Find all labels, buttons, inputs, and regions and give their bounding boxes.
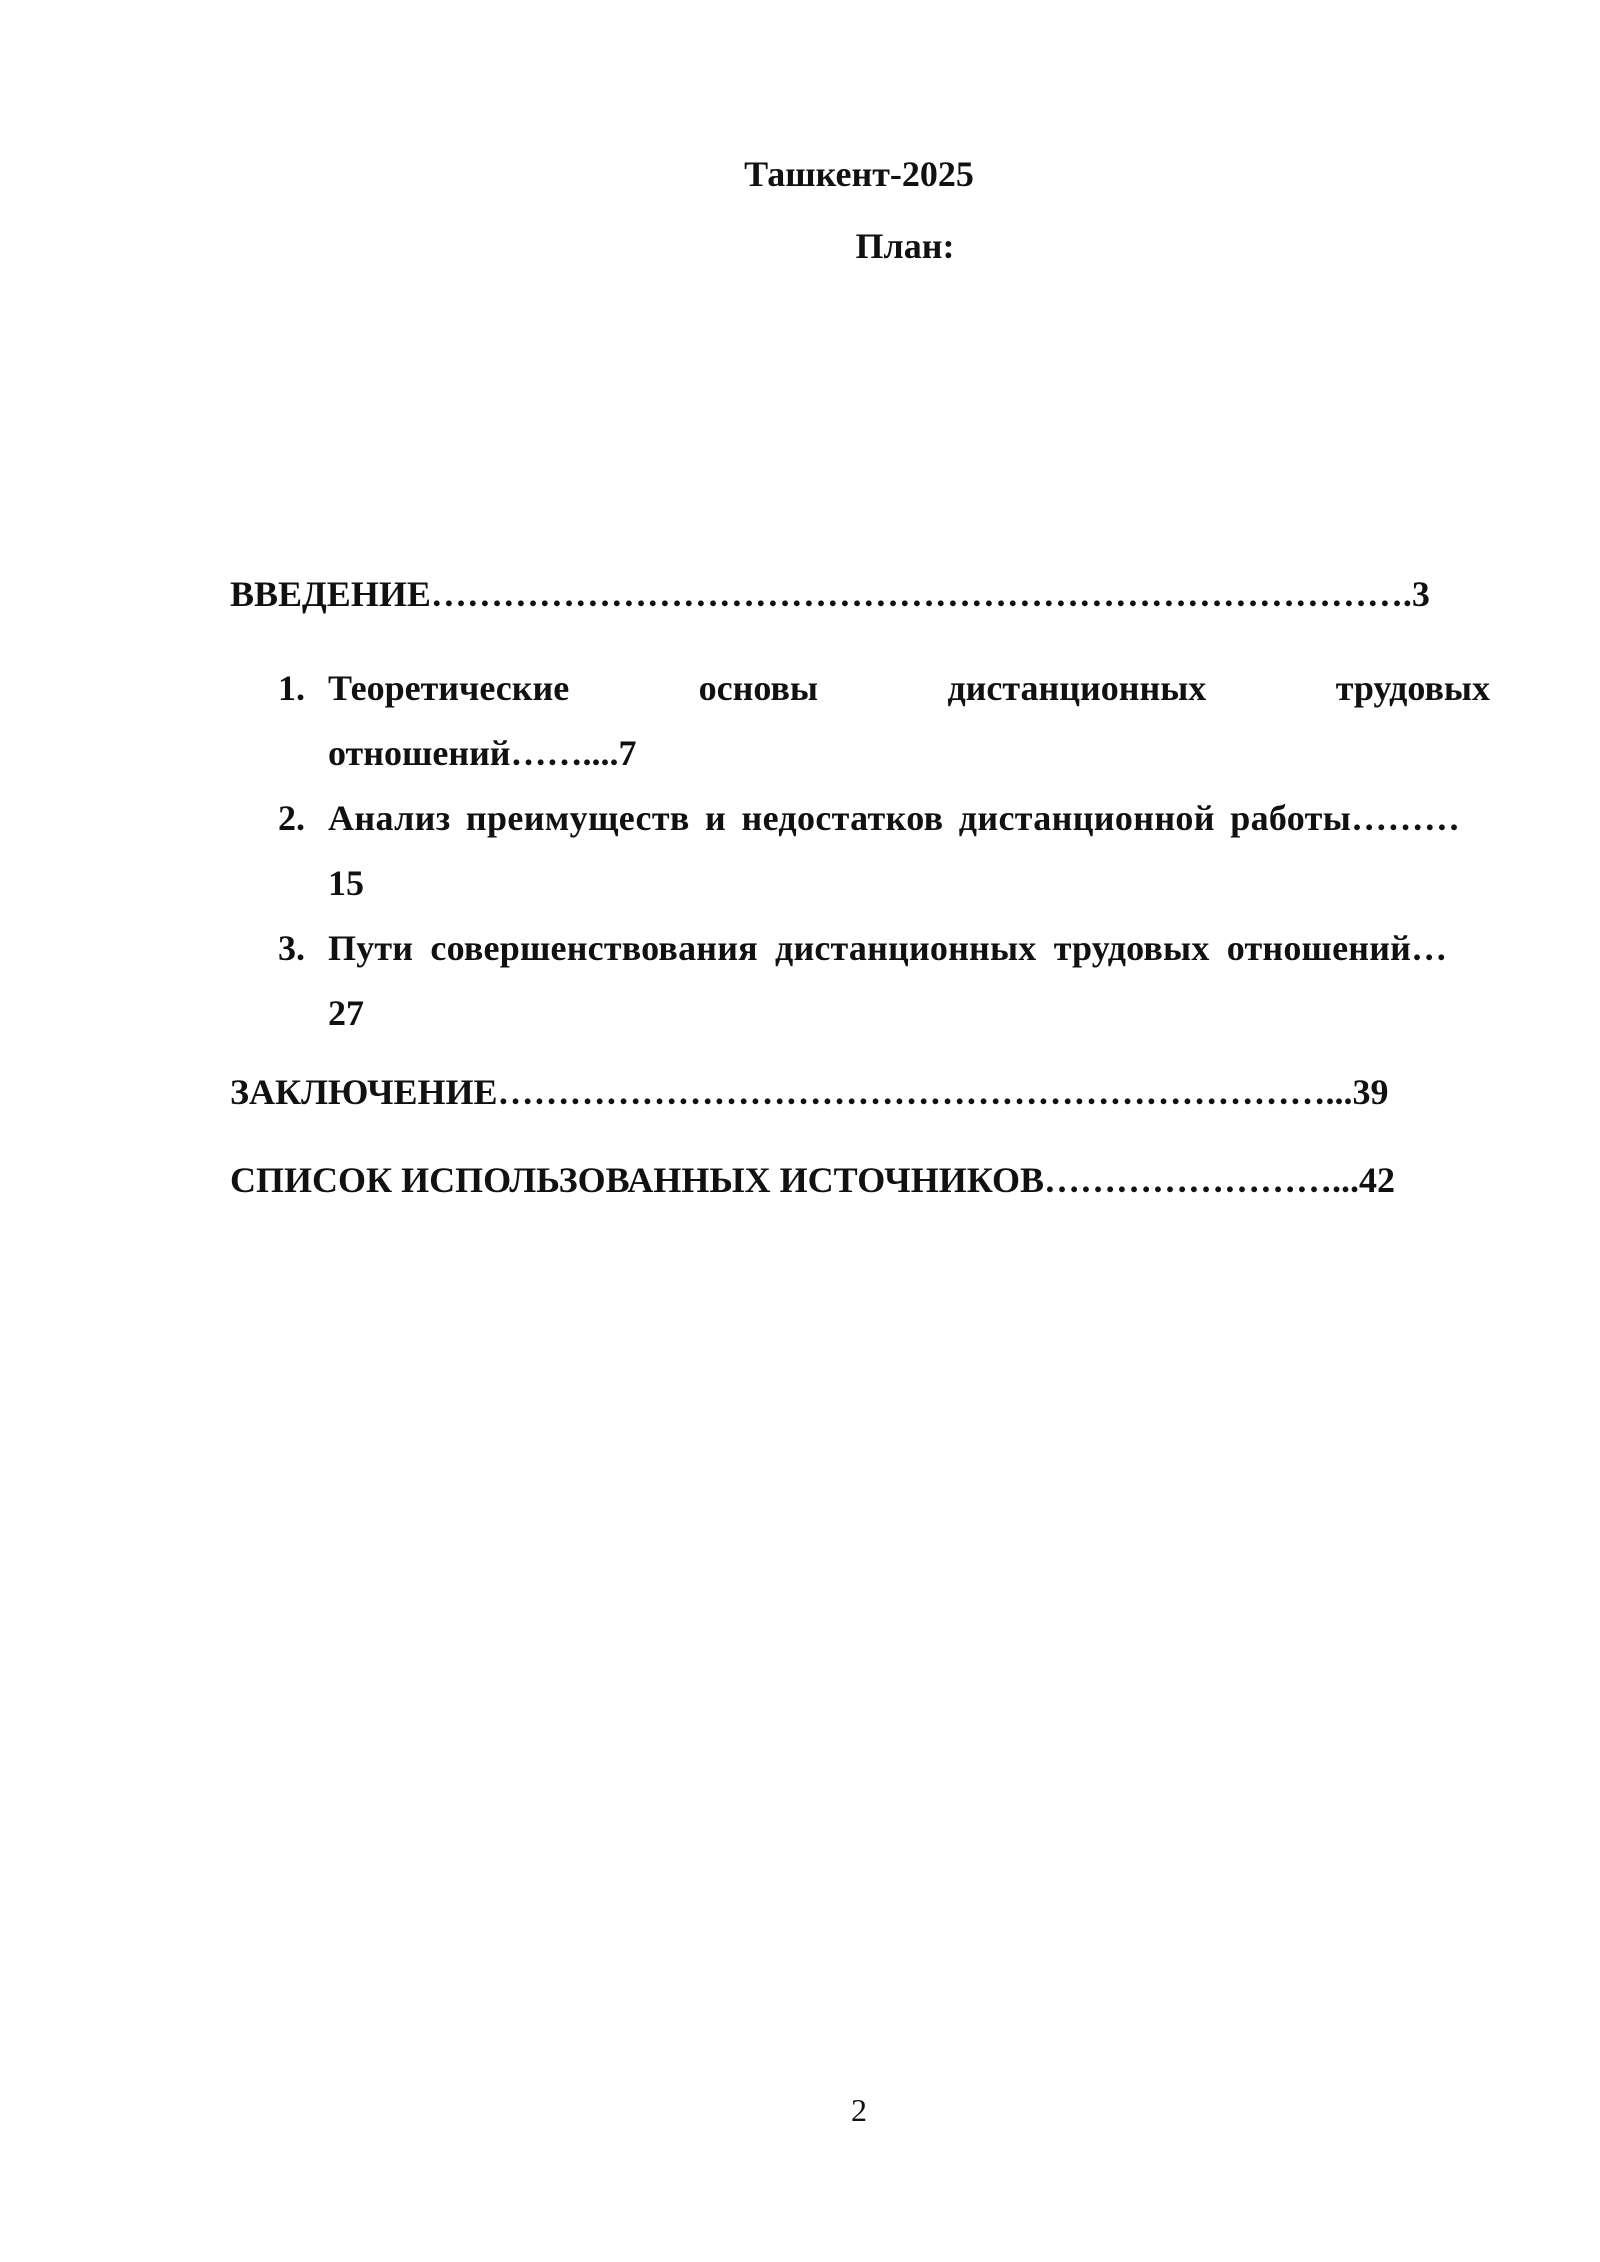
city-year-heading: Ташкент-2025 bbox=[744, 154, 974, 194]
toc-word: дистанционных bbox=[947, 668, 1207, 708]
toc-word: основы bbox=[698, 668, 819, 708]
toc-chapter-2 bbox=[278, 786, 1490, 916]
toc-chapter-1-line-2: отношений……....7 bbox=[328, 733, 637, 773]
toc-word: трудовых bbox=[1335, 668, 1490, 708]
toc-chapter-number: 3. bbox=[278, 928, 305, 968]
toc-chapter-number: 1. bbox=[278, 668, 305, 708]
toc-entry-introduction: ВВЕДЕНИЕ……………………………………………………………………….3 bbox=[230, 574, 1430, 614]
plan-title: План: bbox=[855, 226, 955, 266]
toc-chapter-3-line-2: 27 bbox=[328, 993, 364, 1033]
toc-word: Теоретические bbox=[328, 668, 570, 708]
toc-chapter-1 bbox=[278, 656, 1490, 786]
toc-entry-sources: СПИСОК ИСПОЛЬЗОВАННЫХ ИСТОЧНИКОВ……………………...42 bbox=[230, 1160, 1395, 1200]
toc-chapter-2-line-1: Анализ преимуществ и недостатков дистанционной работы……… bbox=[328, 798, 1461, 838]
toc-chapter-1-line-1 bbox=[328, 656, 1490, 721]
page-number: 2 bbox=[851, 2092, 867, 2128]
toc-chapter-3-line-1: Пути совершенствования дистанционных трудовых отношений… bbox=[328, 928, 1448, 968]
toc-chapter-number: 2. bbox=[278, 798, 305, 838]
toc-chapter-list bbox=[278, 656, 1490, 1046]
toc-chapter-3 bbox=[278, 916, 1490, 1046]
toc-chapter-2-line-2: 15 bbox=[328, 863, 364, 903]
toc-entry-conclusion: ЗАКЛЮЧЕНИЕ……………………………………………………………...39 bbox=[230, 1072, 1389, 1112]
